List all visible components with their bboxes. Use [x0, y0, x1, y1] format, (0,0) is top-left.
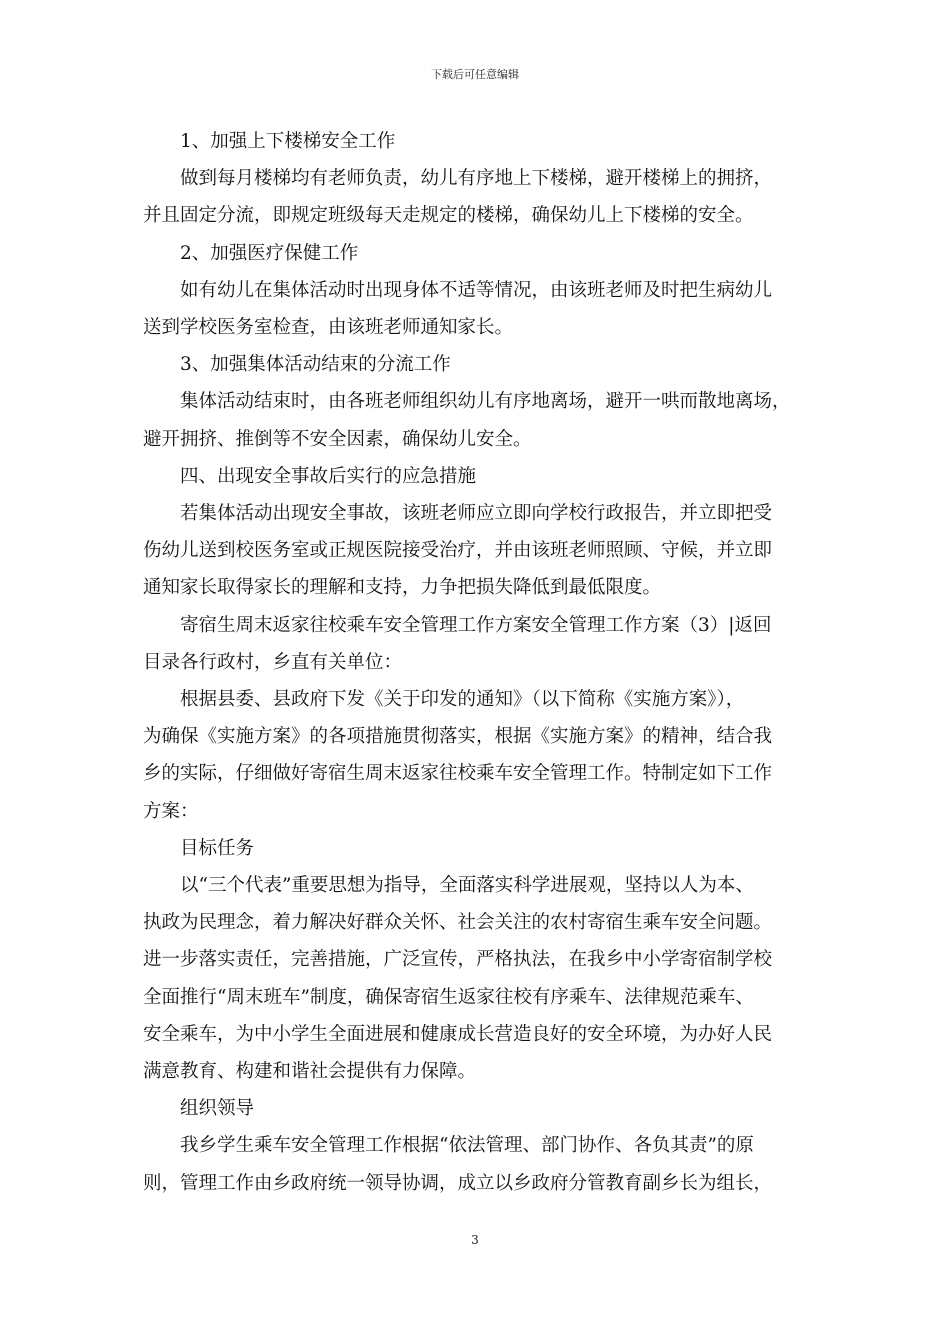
paragraph-line: 伤幼儿送到校医务室或正规医院接受治疗，并由该班老师照顾、守候，并立即: [143, 540, 773, 562]
paragraph-line: 3、加强集体活动结束的分流工作: [180, 354, 451, 376]
paragraph-line: 四、出现安全事故后实行的应急措施: [180, 465, 477, 487]
document-body: [143, 123, 813, 1202]
paragraph-line: 并且固定分流，即规定班级每天走规定的楼梯，确保幼儿上下楼梯的安全。: [143, 205, 754, 227]
paragraph-line: 满意教育、构建和谐社会提供有力保障。: [143, 1061, 477, 1083]
paragraph: [143, 160, 813, 234]
paragraph-line: 根据县委、县政府下发《关于印发的通知》（以下简称《实施方案》），: [180, 689, 745, 711]
paragraph-line: 进一步落实责任，完善措施，广泛宣传，严格执法，在我乡中小学寄宿制学校: [143, 949, 773, 971]
paragraph-line: 寄宿生周末返家往校乘车安全管理工作方案安全管理工作方案（3）|返回: [180, 614, 772, 636]
paragraph-line: 安全乘车，为中小学生全面进展和健康成长营造良好的安全环境，为办好人民: [143, 1023, 773, 1045]
paragraph-line: 方案：: [143, 800, 199, 822]
paragraph-line: 避开拥挤、推倒等不安全因素，确保幼儿安全。: [143, 428, 532, 450]
paragraph: [143, 607, 813, 681]
paragraph: [143, 830, 813, 867]
paragraph-line: 以“三个代表”重要思想为指导，全面落实科学进展观，坚持以人为本、: [180, 875, 754, 897]
paragraph: [143, 495, 813, 607]
paragraph-line: 集体活动结束时，由各班老师组织幼儿有序地离场，避开一哄而散地离场，: [180, 391, 791, 413]
paragraph-line: 组织领导: [180, 1098, 255, 1120]
paragraph: [143, 458, 813, 495]
paragraph-line: 执政为民理念，着力解决好群众关怀、社会关注的农村寄宿生乘车安全问题。: [143, 912, 773, 934]
paragraph: [143, 235, 813, 272]
paragraph-line: 通知家长取得家长的理解和支持，力争把损失降低到最低限度。: [143, 577, 662, 599]
paragraph-line: 1、加强上下楼梯安全工作: [180, 131, 396, 152]
paragraph: [143, 123, 813, 160]
paragraph-line: 全面推行“周末班车”制度，确保寄宿生返家往校有序乘车、法律规范乘车、: [143, 986, 754, 1008]
paragraph-line: 如有幼儿在集体活动时出现身体不适等情况，由该班老师及时把生病幼儿: [180, 279, 773, 301]
paragraph: [143, 1090, 813, 1127]
paragraph-line: 乡的实际，仔细做好寄宿生周末返家往校乘车安全管理工作。特制定如下工作: [143, 763, 773, 785]
paragraph: [143, 346, 813, 383]
paragraph: [143, 867, 813, 1090]
paragraph-line: 做到每月楼梯均有老师负责，幼儿有序地上下楼梯，避开楼梯上的拥挤，: [180, 168, 773, 190]
paragraph: [143, 1127, 813, 1201]
paragraph: [143, 383, 813, 457]
paragraph-line: 为确保《实施方案》的各项措施贯彻落实，根据《实施方案》的精神，结合我: [143, 726, 773, 748]
paragraph-line: 目录各行政村，乡直有关单位：: [143, 651, 403, 673]
paragraph-line: 若集体活动出现安全事故，该班老师应立即向学校行政报告，并立即把受: [180, 503, 773, 525]
paragraph-line: 2、加强医疗保健工作: [180, 242, 359, 264]
paragraph: [143, 681, 813, 830]
page-header: 下载后可任意编辑: [431, 68, 519, 81]
paragraph-line: 我乡学生乘车安全管理工作根据“依法管理、部门协作、各负其责”的原: [180, 1135, 754, 1157]
paragraph-line: 则，管理工作由乡政府统一领导协调，成立以乡政府分管教育副乡长为组长，: [143, 1172, 773, 1194]
paragraph: [143, 272, 813, 346]
paragraph-line: 送到学校医务室检查，由该班老师通知家长。: [143, 317, 514, 339]
page-number: 3: [471, 1233, 479, 1247]
paragraph-line: 目标任务: [180, 837, 255, 859]
